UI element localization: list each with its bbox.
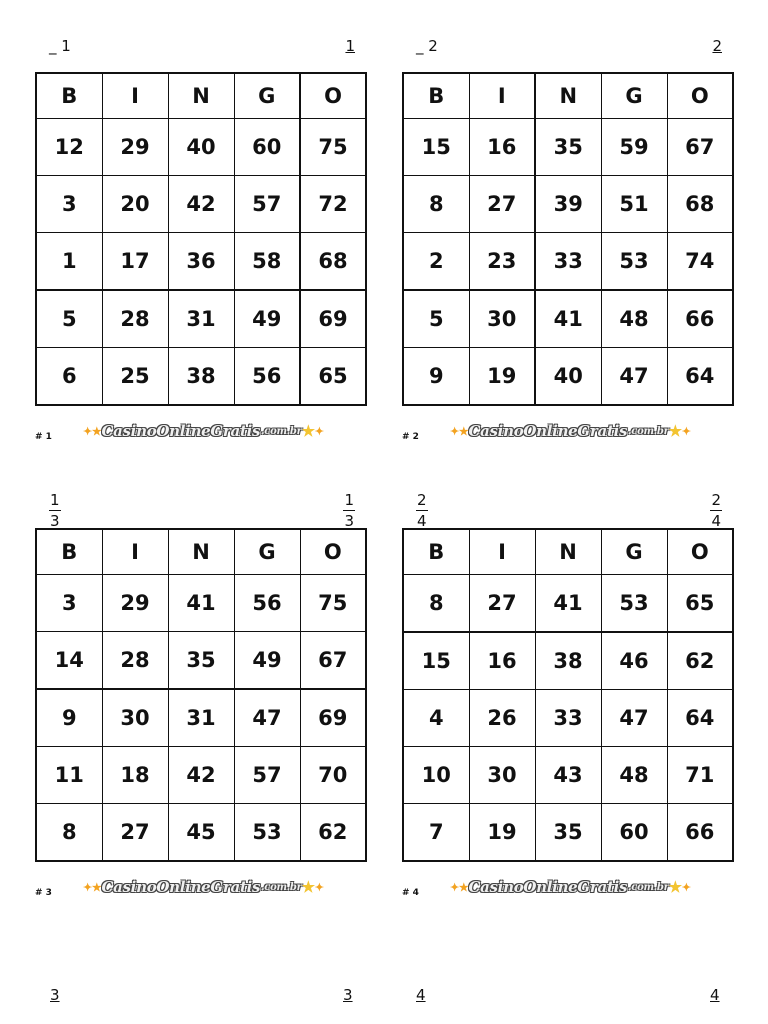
- grid-cell: 70: [300, 747, 366, 804]
- grid-cell: 59: [601, 119, 667, 176]
- star-icon: ✦★: [83, 424, 102, 438]
- grid-cell: 7: [403, 804, 469, 862]
- card-number-label: # 3: [35, 888, 52, 898]
- grid-cell: 10: [403, 747, 469, 804]
- card-footer: [35, 414, 367, 450]
- star-icon: ✦★: [450, 424, 469, 438]
- card-header: [402, 492, 734, 528]
- fraction-numerator: 1: [344, 491, 354, 509]
- column-header-o: O: [667, 73, 733, 119]
- grid-cell: 69: [300, 290, 366, 348]
- bingo-grid: [402, 72, 734, 406]
- card-corner-right-fraction: [710, 492, 722, 529]
- grid-cell: 68: [300, 233, 366, 291]
- grid-cell: 53: [234, 804, 300, 862]
- logo-text: CasinoOnlineGratis: [468, 878, 628, 896]
- column-header-i: I: [469, 73, 535, 119]
- grid-cell: 64: [667, 690, 733, 747]
- column-header-i: I: [469, 529, 535, 575]
- column-header-b: B: [36, 529, 102, 575]
- star-icon: ★: [668, 422, 682, 440]
- grid-cell: 19: [469, 348, 535, 406]
- star-icon: ✦★: [83, 880, 102, 894]
- column-header-n: N: [168, 529, 234, 575]
- grid-cell: 46: [601, 632, 667, 690]
- grid-cell: 39: [535, 176, 601, 233]
- card-corner-right-number: 1: [345, 37, 355, 55]
- column-header-n: N: [168, 73, 234, 119]
- card-number-label: # 2: [402, 432, 419, 442]
- star-icon: ★: [301, 422, 315, 440]
- bingo-card-4: [402, 492, 734, 906]
- next-card-left-number: 4: [416, 986, 426, 1004]
- grid-cell: 65: [667, 575, 733, 633]
- grid-cell: 25: [102, 348, 168, 406]
- grid-row: [36, 632, 366, 690]
- grid-cell: 57: [234, 176, 300, 233]
- card-footer: [402, 870, 734, 906]
- grid-cell: 45: [168, 804, 234, 862]
- grid-cell: 31: [168, 689, 234, 747]
- grid-cell: 6: [36, 348, 102, 406]
- grid-cell: 30: [102, 689, 168, 747]
- grid-cell: 35: [535, 119, 601, 176]
- grid-row: [403, 632, 733, 690]
- grid-cell: 27: [469, 575, 535, 633]
- logo-tld: .com.br: [261, 425, 302, 437]
- grid-cell: 43: [535, 747, 601, 804]
- column-header-b: B: [403, 73, 469, 119]
- star-icon: ✦: [681, 880, 691, 894]
- grid-cell: 14: [36, 632, 102, 690]
- grid-cell: 16: [469, 632, 535, 690]
- grid-row: [403, 233, 733, 291]
- grid-cell: 42: [168, 747, 234, 804]
- grid-cell: 53: [601, 575, 667, 633]
- grid-cell: 58: [234, 233, 300, 291]
- grid-cell: 5: [36, 290, 102, 348]
- card-corner-right-fraction: [343, 492, 355, 529]
- bingo-grid: [35, 72, 367, 406]
- logo-text: CasinoOnlineGratis: [101, 878, 261, 896]
- grid-cell: 47: [601, 690, 667, 747]
- grid-cell: 29: [102, 575, 168, 632]
- grid-cell: 60: [601, 804, 667, 862]
- grid-cell: 26: [469, 690, 535, 747]
- grid-cell: 75: [300, 119, 366, 176]
- grid-cell: 30: [469, 290, 535, 348]
- logo-tld: .com.br: [261, 881, 302, 893]
- card-footer: [402, 414, 734, 450]
- column-header-g: G: [234, 73, 300, 119]
- star-icon: ✦: [314, 424, 324, 438]
- column-header-o: O: [300, 529, 366, 575]
- grid-cell: 16: [469, 119, 535, 176]
- grid-cell: 47: [601, 348, 667, 406]
- grid-row: [36, 575, 366, 632]
- grid-cell: 38: [168, 348, 234, 406]
- column-header-b: B: [403, 529, 469, 575]
- bingo-grid: [35, 528, 367, 862]
- next-card-right-number: 4: [710, 986, 720, 1004]
- grid-cell: 57: [234, 747, 300, 804]
- grid-cell: 51: [601, 176, 667, 233]
- grid-cell: 64: [667, 348, 733, 406]
- grid-cell: 28: [102, 632, 168, 690]
- grid-cell: 71: [667, 747, 733, 804]
- bingo-card-3: [35, 492, 367, 906]
- grid-row: [36, 176, 366, 233]
- grid-cell: 49: [234, 632, 300, 690]
- grid-row: [403, 348, 733, 406]
- grid-cell: 17: [102, 233, 168, 291]
- grid-cell: 56: [234, 348, 300, 406]
- grid-cell: 15: [403, 632, 469, 690]
- fraction-numerator: 2: [711, 491, 721, 509]
- grid-cell: 3: [36, 575, 102, 632]
- grid-cell: 72: [300, 176, 366, 233]
- grid-row: [403, 176, 733, 233]
- grid-cell: 31: [168, 290, 234, 348]
- grid-cell: 1: [36, 233, 102, 291]
- star-icon: ★: [301, 878, 315, 896]
- card-header: [35, 36, 367, 72]
- grid-cell: 30: [469, 747, 535, 804]
- column-header-g: G: [601, 73, 667, 119]
- grid-cell: 8: [403, 176, 469, 233]
- grid-row: [403, 119, 733, 176]
- casino-online-gratis-logo: [83, 878, 324, 896]
- column-header-o: O: [300, 73, 366, 119]
- fraction-denominator: 4: [417, 512, 427, 530]
- next-card-left-number: 3: [50, 986, 60, 1004]
- grid-cell: 66: [667, 290, 733, 348]
- grid-cell: 75: [300, 575, 366, 632]
- grid-cell: 15: [403, 119, 469, 176]
- grid-cell: 8: [403, 575, 469, 633]
- grid-cell: 33: [535, 233, 601, 291]
- grid-cell: 67: [667, 119, 733, 176]
- grid-cell: 68: [667, 176, 733, 233]
- grid-cell: 9: [403, 348, 469, 406]
- column-header-i: I: [102, 73, 168, 119]
- grid-row: [403, 290, 733, 348]
- grid-cell: 66: [667, 804, 733, 862]
- grid-cell: 19: [469, 804, 535, 862]
- grid-row: [36, 689, 366, 747]
- fraction-numerator: 1: [50, 491, 60, 509]
- grid-cell: 41: [535, 290, 601, 348]
- grid-cell: 41: [168, 575, 234, 632]
- card-number-label: # 4: [402, 888, 419, 898]
- next-card-right-number: 3: [343, 986, 353, 1004]
- grid-cell: 42: [168, 176, 234, 233]
- grid-cell: 74: [667, 233, 733, 291]
- grid-cell: 36: [168, 233, 234, 291]
- fraction-denominator: 3: [344, 512, 354, 530]
- bingo-card-1: [35, 36, 367, 450]
- column-header-n: N: [535, 529, 601, 575]
- logo-text: CasinoOnlineGratis: [101, 422, 261, 440]
- card-corner-right-number: 2: [712, 37, 722, 55]
- fraction-numerator: 2: [417, 491, 427, 509]
- grid-cell: 47: [234, 689, 300, 747]
- grid-cell: 69: [300, 689, 366, 747]
- star-icon: ✦: [314, 880, 324, 894]
- grid-cell: 40: [535, 348, 601, 406]
- grid-cell: 28: [102, 290, 168, 348]
- card-corner-left-number: _ 1: [49, 38, 71, 54]
- grid-row: [36, 348, 366, 406]
- grid-cell: 23: [469, 233, 535, 291]
- column-header-o: O: [667, 529, 733, 575]
- grid-cell: 53: [601, 233, 667, 291]
- bingo-card-2: [402, 36, 734, 450]
- grid-row: [36, 290, 366, 348]
- grid-cell: 35: [535, 804, 601, 862]
- card-corner-left-fraction: [416, 492, 428, 529]
- grid-row: [36, 747, 366, 804]
- grid-row: [403, 690, 733, 747]
- grid-cell: 49: [234, 290, 300, 348]
- fraction-denominator: 4: [711, 512, 721, 530]
- star-icon: ★: [668, 878, 682, 896]
- grid-cell: 8: [36, 804, 102, 862]
- grid-cell: 48: [601, 747, 667, 804]
- grid-cell: 40: [168, 119, 234, 176]
- grid-cell: 9: [36, 689, 102, 747]
- grid-cell: 29: [102, 119, 168, 176]
- casino-online-gratis-logo: [83, 422, 324, 440]
- card-corner-left-fraction: [49, 492, 61, 529]
- casino-online-gratis-logo: [450, 422, 691, 440]
- grid-cell: 27: [469, 176, 535, 233]
- grid-cell: 38: [535, 632, 601, 690]
- grid-cell: 56: [234, 575, 300, 632]
- logo-text: CasinoOnlineGratis: [468, 422, 628, 440]
- grid-cell: 5: [403, 290, 469, 348]
- grid-cell: 67: [300, 632, 366, 690]
- card-header: [35, 492, 367, 528]
- grid-row: [36, 119, 366, 176]
- column-header-n: N: [535, 73, 601, 119]
- grid-cell: 62: [667, 632, 733, 690]
- grid-cell: 2: [403, 233, 469, 291]
- grid-cell: 11: [36, 747, 102, 804]
- grid-cell: 65: [300, 348, 366, 406]
- grid-cell: 20: [102, 176, 168, 233]
- grid-row: [36, 233, 366, 291]
- fraction-denominator: 3: [50, 512, 60, 530]
- grid-row: [403, 575, 733, 633]
- grid-cell: 35: [168, 632, 234, 690]
- column-header-i: I: [102, 529, 168, 575]
- card-footer: [35, 870, 367, 906]
- bingo-grid: [402, 528, 734, 862]
- grid-cell: 33: [535, 690, 601, 747]
- star-icon: ✦: [681, 424, 691, 438]
- grid-cell: 60: [234, 119, 300, 176]
- grid-cell: 12: [36, 119, 102, 176]
- card-header: [402, 36, 734, 72]
- logo-tld: .com.br: [628, 425, 669, 437]
- star-icon: ✦★: [450, 880, 469, 894]
- card-corner-left-number: _ 2: [416, 38, 438, 54]
- column-header-g: G: [234, 529, 300, 575]
- grid-cell: 62: [300, 804, 366, 862]
- grid-cell: 3: [36, 176, 102, 233]
- grid-cell: 41: [535, 575, 601, 633]
- grid-cell: 4: [403, 690, 469, 747]
- column-header-b: B: [36, 73, 102, 119]
- casino-online-gratis-logo: [450, 878, 691, 896]
- grid-row: [36, 804, 366, 862]
- grid-cell: 27: [102, 804, 168, 862]
- grid-cell: 48: [601, 290, 667, 348]
- grid-cell: 18: [102, 747, 168, 804]
- logo-tld: .com.br: [628, 881, 669, 893]
- grid-row: [403, 747, 733, 804]
- grid-row: [403, 804, 733, 862]
- card-number-label: # 1: [35, 432, 52, 442]
- column-header-g: G: [601, 529, 667, 575]
